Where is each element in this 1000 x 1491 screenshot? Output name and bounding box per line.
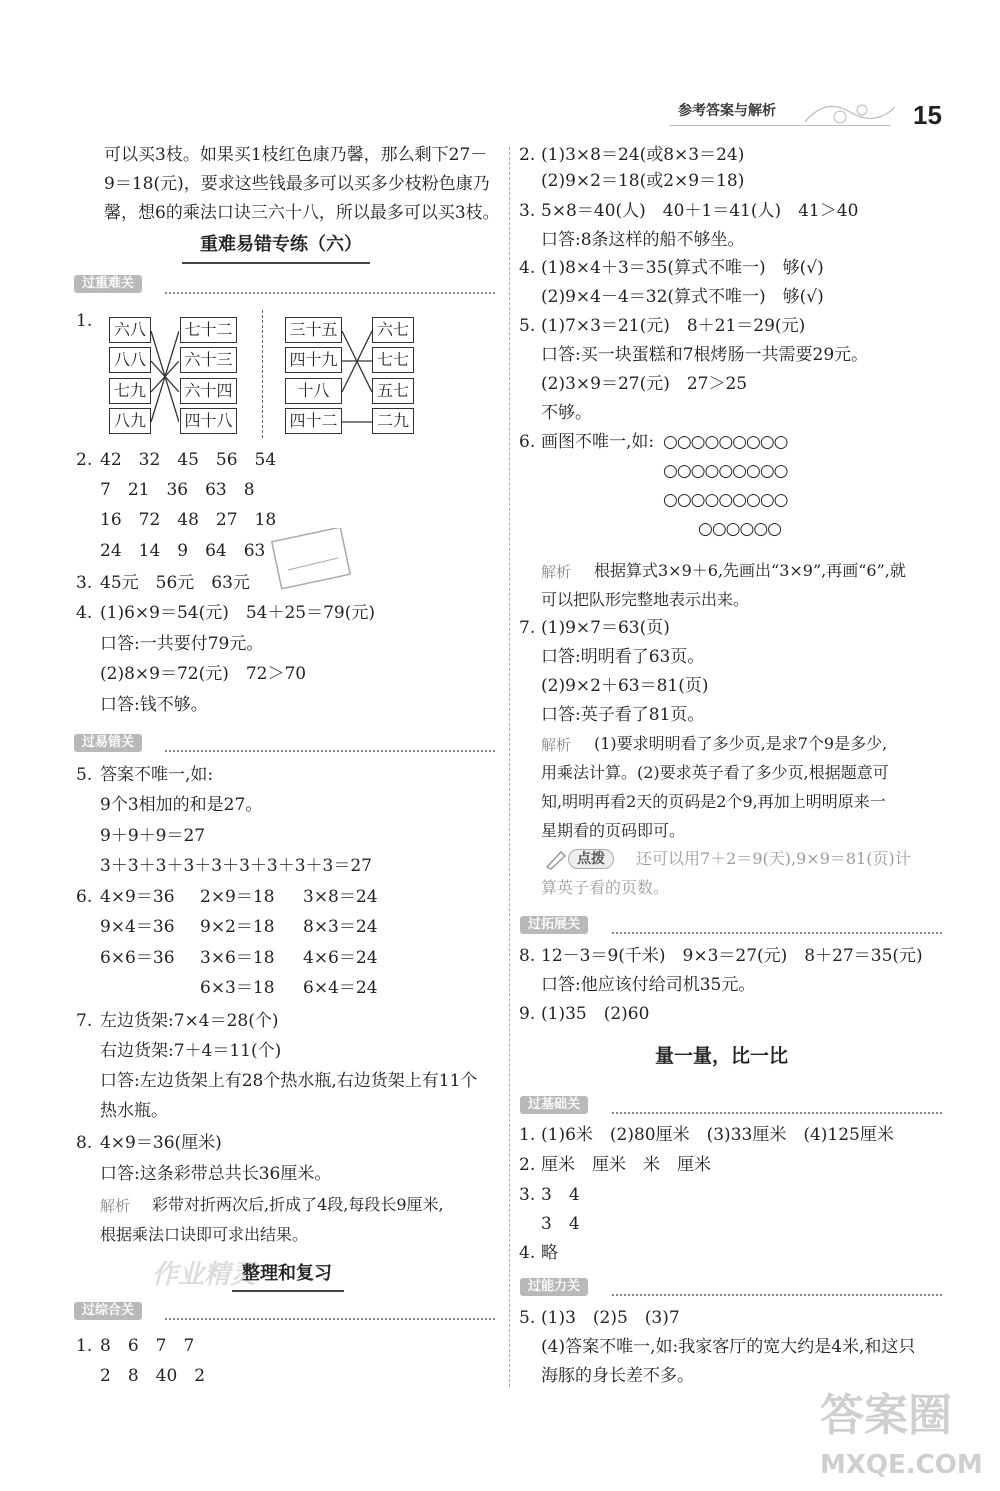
q5-line: 3＋3＋3＋3＋3＋3＋3＋3＋3＝27 bbox=[100, 856, 372, 876]
b2-answer: 厘米 厘米 米 厘米 bbox=[541, 1155, 711, 1175]
tip-line: 还可以用7＋2＝9(天),9×9＝81(页)计 bbox=[636, 849, 911, 868]
rq2-line: (1)3×8＝24(或8×3＝24) bbox=[541, 145, 745, 165]
rq6-analysis-line: 根据算式3×9＋6,先画出“3×9”,再画“6”,就 bbox=[594, 561, 906, 580]
match-lines-right bbox=[342, 317, 372, 437]
rq7-line: 口答:英子看了81页。 bbox=[541, 705, 705, 725]
q7-line: 右边货架:7＋4＝11(个) bbox=[100, 1041, 282, 1061]
r1-row: 2 8 40 2 bbox=[100, 1366, 206, 1386]
b3-row: 3 4 bbox=[541, 1214, 580, 1234]
tag-guotuozhan: 过拓展关 bbox=[520, 916, 588, 934]
rq7-analysis-line: 知,明明再看2天的页码是2个9,再加上明明原来一 bbox=[541, 792, 886, 811]
header-rule bbox=[670, 125, 890, 126]
rq2-number: 2. bbox=[519, 145, 536, 165]
rq7-line: 口答:明明看了63页。 bbox=[541, 647, 705, 667]
match-box: 二九 bbox=[372, 408, 414, 434]
q8-number: 8. bbox=[76, 1133, 93, 1153]
r1-number: 1. bbox=[76, 1336, 93, 1356]
b4-number: 4. bbox=[519, 1243, 536, 1263]
section-title-underline bbox=[232, 1290, 344, 1292]
match-box: 六七 bbox=[372, 317, 414, 343]
rq7-number: 7. bbox=[519, 618, 536, 638]
rq7-line: (2)9×2＋63＝81(页) bbox=[541, 676, 709, 696]
b4-answer: 略 bbox=[541, 1243, 558, 1263]
q2-row: 42 32 45 56 54 bbox=[100, 450, 277, 470]
q2-row: 24 14 9 64 63 bbox=[100, 541, 266, 561]
tag-guonengli: 过能力关 bbox=[520, 1278, 588, 1296]
q4-line: 口答:一共要付79元。 bbox=[100, 634, 264, 654]
q7-line: 热水瓶。 bbox=[100, 1101, 168, 1121]
rq5-number: 5. bbox=[519, 316, 536, 336]
rq3-number: 3. bbox=[519, 201, 536, 221]
rq5-line: (1)7×3＝21(元) 8＋21＝29(元) bbox=[541, 316, 806, 336]
b5-number: 5. bbox=[519, 1308, 536, 1328]
match-box: 四十二 bbox=[285, 408, 342, 434]
match-box: 六十四 bbox=[180, 378, 237, 404]
q2-number: 2. bbox=[76, 450, 93, 470]
match-box: 八八 bbox=[109, 347, 151, 373]
dotted-rule bbox=[612, 932, 942, 934]
q5-line: 9个3相加的和是27。 bbox=[100, 795, 263, 815]
rq2-line: (2)9×2＝18(或2×9＝18) bbox=[541, 171, 745, 191]
rq5-line: 不够。 bbox=[541, 403, 592, 423]
rq8-line: 口答:他应该付给司机35元。 bbox=[541, 975, 756, 995]
match-box: 八九 bbox=[109, 408, 151, 434]
q5-number: 5. bbox=[76, 765, 93, 785]
dotted-rule bbox=[612, 1294, 942, 1296]
watermark-site: MXQE.COM bbox=[820, 1450, 983, 1480]
b3-number: 3. bbox=[519, 1185, 536, 1205]
q8-analysis-label: 解析 bbox=[100, 1197, 131, 1215]
q6-cell: 6×3＝18 bbox=[200, 978, 275, 998]
match-box: 四十八 bbox=[180, 408, 237, 434]
q6-cell: 4×6＝24 bbox=[303, 948, 378, 968]
q8-line: 口答:这条彩带总共长36厘米。 bbox=[100, 1164, 332, 1184]
match-box: 十八 bbox=[285, 378, 342, 404]
rq4-line: (1)8×4＋3＝35(算式不唯一) 够(√) bbox=[541, 258, 824, 278]
dotted-rule bbox=[165, 292, 495, 294]
q6-cell: 6×4＝24 bbox=[303, 978, 378, 998]
rq9-number: 9. bbox=[519, 1004, 536, 1024]
b1-number: 1. bbox=[519, 1125, 536, 1145]
q6-cell: 9×4＝36 bbox=[100, 917, 175, 937]
tag-guoyicuo: 过易错关 bbox=[74, 734, 142, 752]
rq4-number: 4. bbox=[519, 258, 536, 278]
section-title-review6: 重难易错专练（六） bbox=[200, 234, 362, 255]
q5-line: 9＋9＋9＝27 bbox=[100, 826, 206, 846]
circle-row: ○○○○○○○○○ bbox=[663, 432, 788, 452]
dotted-rule bbox=[165, 750, 495, 752]
match-lines-left bbox=[151, 317, 179, 437]
b2-number: 2. bbox=[519, 1155, 536, 1175]
rq3-line: 口答:8条这样的船不够坐。 bbox=[541, 230, 745, 250]
circle-row: ○○○○○○○○○ bbox=[663, 461, 788, 481]
q4-number: 4. bbox=[76, 603, 93, 623]
q6-cell: 4×9＝36 bbox=[100, 887, 175, 907]
q4-line: (2)8×9＝72(元) 72＞70 bbox=[100, 664, 307, 684]
page-number: 15 bbox=[913, 100, 942, 130]
rq7-line: (1)9×7＝63(页) bbox=[541, 618, 670, 638]
q6-cell: 3×6＝18 bbox=[200, 948, 275, 968]
rq6-number: 6. bbox=[519, 432, 536, 452]
q6-cell: 8×3＝24 bbox=[303, 917, 378, 937]
b5-line: (4)答案不唯一,如:我家客厅的宽大约是4米,和这只 bbox=[541, 1337, 916, 1357]
rq5-line: 口答:买一块蛋糕和7根烤肠一共需要29元。 bbox=[541, 345, 869, 365]
q4-line: (1)6×9＝54(元) 54＋25＝79(元) bbox=[100, 603, 376, 623]
q8-analysis-line: 彩带对折两次后,折成了4段,每段长9厘米, bbox=[152, 1195, 444, 1214]
match-box: 六八 bbox=[109, 317, 151, 343]
rq8-number: 8. bbox=[519, 946, 536, 966]
intro-line-1: 可以买3枝。如果买1枝红色康乃馨，那么剩下27－ bbox=[104, 145, 488, 165]
q7-number: 7. bbox=[76, 1011, 93, 1031]
q5-line: 答案不唯一,如: bbox=[100, 765, 214, 785]
match-box: 七七 bbox=[372, 347, 414, 373]
q2-row: 16 72 48 27 18 bbox=[100, 510, 277, 530]
rq6-analysis-label: 解析 bbox=[541, 563, 572, 581]
b3-row: 3 4 bbox=[541, 1185, 580, 1205]
match-box: 三十五 bbox=[285, 317, 342, 343]
match-box: 七九 bbox=[109, 378, 151, 404]
match-box: 七十二 bbox=[180, 317, 237, 343]
b1-answer: (1)6米 (2)80厘米 (3)33厘米 (4)125厘米 bbox=[541, 1125, 894, 1145]
q6-number: 6. bbox=[76, 887, 93, 907]
match-box: 五七 bbox=[372, 378, 414, 404]
match-box: 六十三 bbox=[180, 347, 237, 373]
rq9-answer: (1)35 (2)60 bbox=[541, 1004, 650, 1024]
stamp-watermark: 作业精灵 bbox=[152, 1260, 257, 1290]
q3-number: 3. bbox=[76, 573, 93, 593]
q6-cell: 9×2＝18 bbox=[200, 917, 275, 937]
tip-line: 算英子看的页数。 bbox=[541, 878, 670, 897]
rq3-line: 5×8＝40(人) 40＋1＝41(人) 41＞40 bbox=[541, 201, 859, 221]
match-separator bbox=[262, 310, 263, 438]
tag-guozonghe: 过综合关 bbox=[74, 1302, 142, 1320]
b5-line: (1)3 (2)5 (3)7 bbox=[541, 1308, 680, 1328]
dotted-rule bbox=[612, 1112, 942, 1114]
header-decoration-icon bbox=[800, 92, 900, 132]
q3-answer: 45元 56元 63元 bbox=[100, 573, 250, 593]
intro-line-2: 9＝18(元)，要求这些钱最多可以买多少枝粉色康乃 bbox=[104, 174, 490, 194]
q7-line: 左边货架:7×4＝28(个) bbox=[100, 1011, 279, 1031]
q8-analysis-line: 根据乘法口诀即可求出结果。 bbox=[100, 1225, 309, 1244]
rq7-analysis-line: (1)要求明明看了多少页,是求7个9是多少, bbox=[594, 734, 888, 753]
r1-row: 8 6 7 7 bbox=[100, 1336, 195, 1356]
circle-row: ○○○○○○ bbox=[698, 519, 782, 539]
q6-cell: 6×6＝36 bbox=[100, 948, 175, 968]
rq7-analysis-line: 星期看的页码即可。 bbox=[541, 821, 686, 840]
column-divider bbox=[509, 147, 510, 1387]
tag-guojichu: 过基础关 bbox=[520, 1096, 588, 1114]
q7-line: 口答:左边货架上有28个热水瓶,右边货架上有11个 bbox=[100, 1071, 478, 1091]
q8-line: 4×9＝36(厘米) bbox=[100, 1133, 222, 1153]
dotted-rule bbox=[165, 1318, 495, 1320]
section-title-review: 整理和复习 bbox=[242, 1263, 332, 1284]
pencil-icon bbox=[544, 848, 568, 870]
q4-line: 口答:钱不够。 bbox=[100, 695, 208, 715]
rq4-line: (2)9×4－4＝32(算式不唯一) 够(√) bbox=[541, 287, 824, 307]
stamp-icon bbox=[268, 528, 358, 592]
rq7-analysis-line: 用乘法计算。(2)要求英子看了多少页,根据题意可 bbox=[541, 763, 889, 782]
q1-number: 1. bbox=[76, 311, 93, 331]
tag-guozhongnan: 过重难关 bbox=[74, 275, 142, 293]
watermark-logo: 答案圈 bbox=[820, 1390, 952, 1441]
rq6-analysis-line: 可以把队形完整地表示出来。 bbox=[541, 590, 750, 609]
section-title-underline bbox=[182, 262, 370, 264]
intro-line-3: 馨，想6的乘法口诀三六十八，所以最多可以买3枝。 bbox=[104, 203, 500, 223]
q6-cell: 2×9＝18 bbox=[200, 887, 275, 907]
match-box: 四十九 bbox=[285, 347, 342, 373]
b5-line: 海豚的身长差不多。 bbox=[541, 1366, 694, 1386]
rq7-analysis-label: 解析 bbox=[541, 736, 572, 754]
q6-cell: 3×8＝24 bbox=[303, 887, 378, 907]
header-label: 参考答案与解析 bbox=[678, 103, 776, 119]
tip-label: 点拨 bbox=[568, 849, 614, 869]
rq8-line: 12－3＝9(千米) 9×3＝27(元) 8＋27＝35(元) bbox=[541, 946, 923, 966]
rq5-line: (2)3×9＝27(元) 27＞25 bbox=[541, 374, 748, 394]
rq6-text: 画图不唯一,如: bbox=[541, 432, 655, 452]
circle-row: ○○○○○○○○○ bbox=[663, 490, 788, 510]
q2-row: 7 21 36 63 8 bbox=[100, 480, 255, 500]
section-title-measure: 量一量，比一比 bbox=[655, 1045, 789, 1067]
